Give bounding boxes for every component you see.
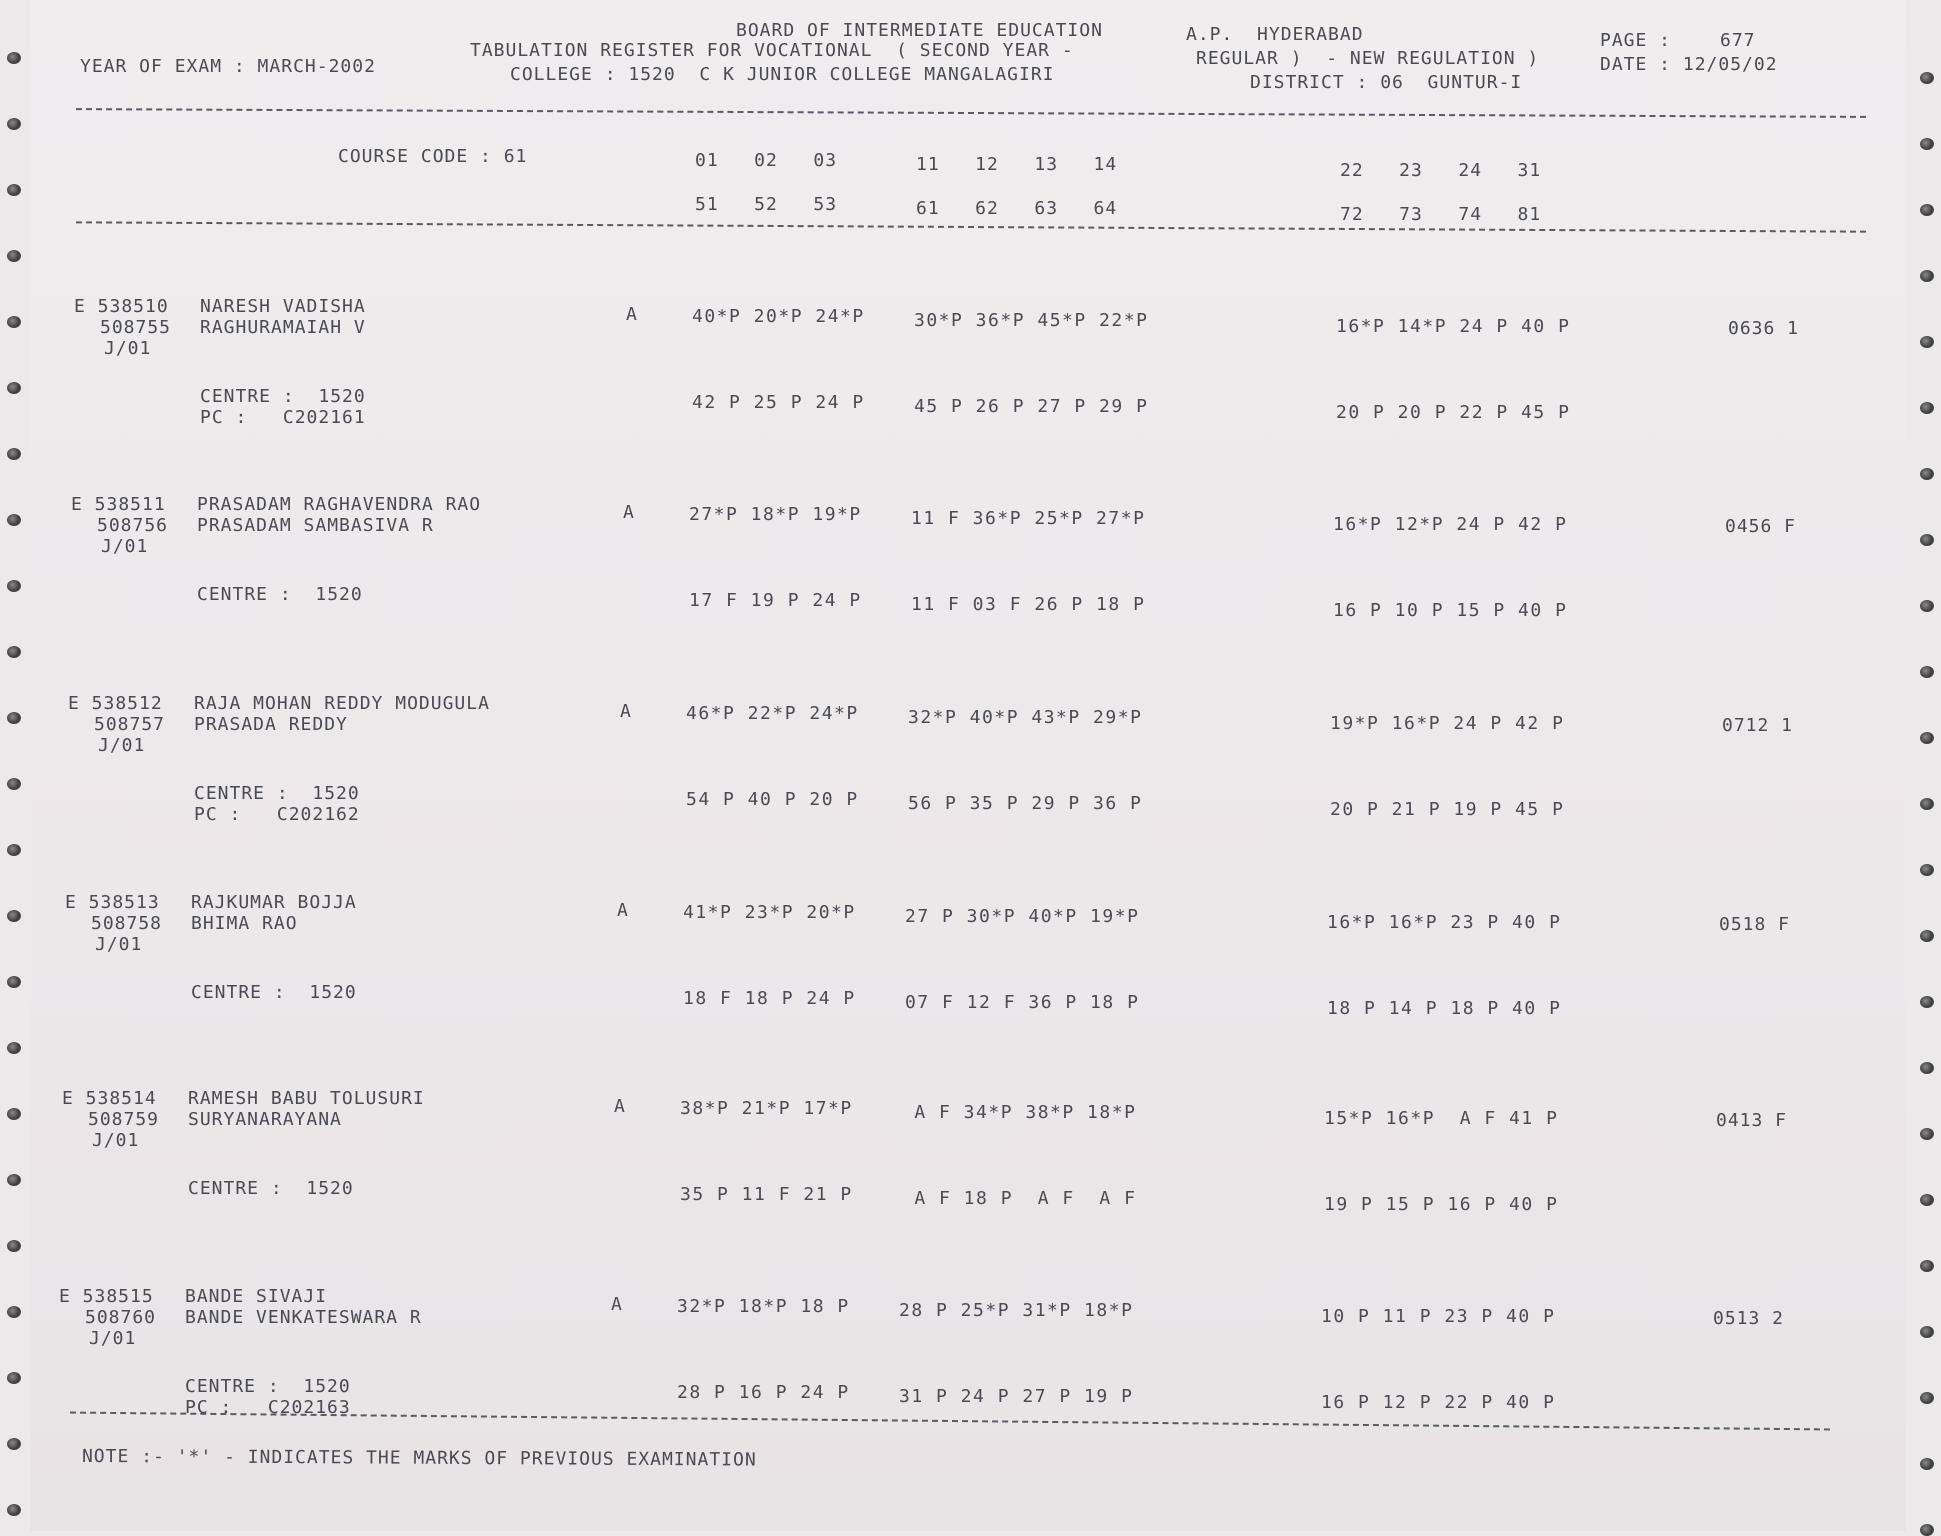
old-roll-number: 508756 — [97, 515, 169, 536]
tractor-hole-icon — [7, 1174, 21, 1186]
pc-code: PC : C202163 — [185, 1397, 351, 1418]
tractor-hole-icon — [7, 1306, 21, 1318]
father-name: SURYANARAYANA — [188, 1109, 342, 1130]
marks-part2-a: 18 F 18 P 24 P — [683, 988, 856, 1009]
father-name: PRASADAM SAMBASIVA R — [197, 515, 434, 536]
marks-part1-c: 16*P 16*P 23 P 40 P — [1327, 912, 1562, 933]
tractor-hole-icon — [7, 316, 21, 328]
total-result: 0636 1 — [1728, 318, 1800, 339]
father-name: BHIMA RAO — [191, 913, 298, 934]
tractor-hole-icon — [7, 1108, 21, 1120]
marks-part1-a: 32*P 18*P 18 P — [677, 1296, 850, 1317]
marks-part1-a: 46*P 22*P 24*P — [686, 703, 859, 724]
marks-part2-c: 20 P 20 P 22 P 45 P — [1336, 402, 1571, 423]
tractor-hole-icon — [7, 910, 21, 922]
tractor-hole-icon — [7, 52, 21, 64]
marks-part1-b: 28 P 25*P 31*P 18*P — [899, 1300, 1134, 1321]
tractor-hole-icon — [1920, 930, 1934, 942]
marks-part2-b: 45 P 26 P 27 P 29 P — [914, 396, 1149, 417]
tractor-hole-icon — [1920, 1062, 1934, 1074]
page-label: PAGE : — [1600, 30, 1672, 51]
marks-part2-a: 54 P 40 P 20 P — [686, 789, 859, 810]
old-roll-number: 508758 — [91, 913, 163, 934]
marks-part2-b: 31 P 24 P 27 P 19 P — [899, 1386, 1134, 1407]
marks-part2-a: 42 P 25 P 24 P — [692, 392, 865, 413]
tractor-hole-icon — [1920, 534, 1934, 546]
tractor-hole-icon — [1920, 204, 1934, 216]
tabulation-sheet — [30, 0, 1906, 1531]
father-name: RAGHURAMAIAH V — [200, 317, 366, 338]
total-result: 0456 F — [1725, 516, 1797, 537]
marks-part2-b: 11 F 03 F 26 P 18 P — [911, 594, 1146, 615]
grade-letter: A — [617, 900, 629, 921]
tractor-hole-icon — [1920, 1194, 1934, 1206]
total-result: 0712 1 — [1722, 715, 1794, 736]
marks-part1-a: 41*P 23*P 20*P — [683, 902, 856, 923]
district-line: DISTRICT : 06 GUNTUR-I — [1250, 72, 1523, 93]
tractor-hole-icon — [1920, 402, 1934, 414]
marks-part1-b: 30*P 36*P 45*P 22*P — [914, 310, 1149, 331]
roll-number: E 538510 — [74, 296, 169, 317]
tractor-hole-icon — [1920, 1260, 1934, 1272]
tractor-hole-icon — [1920, 72, 1934, 84]
marks-part2-b: A F 18 P A F A F — [902, 1188, 1137, 1209]
marks-part2-c: 19 P 15 P 16 P 40 P — [1324, 1194, 1559, 1215]
centre-code: CENTRE : 1520 — [197, 584, 363, 605]
college-line: COLLEGE : 1520 C K JUNIOR COLLEGE MANGALAGIRI — [510, 64, 1055, 85]
student-name: BANDE SIVAJI — [185, 1286, 328, 1307]
tractor-hole-icon — [7, 1372, 21, 1384]
codes-row2-a: 51 52 53 — [695, 194, 838, 215]
tractor-hole-icon — [7, 1240, 21, 1252]
year-of-exam: YEAR OF EXAM : MARCH-2002 — [80, 56, 376, 77]
grade-letter: A — [611, 1294, 623, 1315]
tractor-hole-icon — [7, 1504, 21, 1516]
codes-row1-b: 11 12 13 14 — [916, 154, 1118, 175]
tractor-hole-icon — [1920, 1392, 1934, 1404]
tractor-hole-icon — [1920, 336, 1934, 348]
marks-part2-a: 35 P 11 F 21 P — [680, 1184, 853, 1205]
total-result: 0513 2 — [1713, 1308, 1785, 1329]
marks-part1-b: 11 F 36*P 25*P 27*P — [911, 508, 1146, 529]
page-number: 677 — [1720, 30, 1756, 51]
marks-part1-c: 16*P 12*P 24 P 42 P — [1333, 514, 1568, 535]
tractor-hole-icon — [1920, 1128, 1934, 1140]
tractor-hole-icon — [1920, 1458, 1934, 1470]
board-title: BOARD OF INTERMEDIATE EDUCATION — [736, 20, 1103, 41]
tractor-hole-icon — [1920, 732, 1934, 744]
group-code: J/01 — [101, 536, 149, 557]
tractor-hole-icon — [1920, 138, 1934, 150]
course-code-label: COURSE CODE : 61 — [338, 146, 528, 167]
codes-divider — [76, 221, 1866, 232]
marks-part1-a: 27*P 18*P 19*P — [689, 504, 862, 525]
tractor-hole-icon — [1920, 996, 1934, 1008]
grade-letter: A — [623, 502, 635, 523]
father-name: BANDE VENKATESWARA R — [185, 1307, 422, 1328]
marks-part2-a: 28 P 16 P 24 P — [677, 1382, 850, 1403]
ap-hyderabad: A.P. HYDERABAD — [1186, 24, 1364, 45]
marks-part1-a: 38*P 21*P 17*P — [680, 1098, 853, 1119]
total-result: 0413 F — [1716, 1110, 1788, 1131]
header-divider — [76, 108, 1866, 118]
grade-letter: A — [620, 701, 632, 722]
marks-part1-c: 16*P 14*P 24 P 40 P — [1336, 316, 1571, 337]
tractor-hole-icon — [7, 844, 21, 856]
tractor-hole-icon — [7, 1438, 21, 1450]
group-code: J/01 — [104, 338, 152, 359]
regulation-line: REGULAR ) - NEW REGULATION ) — [1196, 48, 1540, 69]
tractor-hole-icon — [1920, 666, 1934, 678]
tractor-hole-icon — [7, 1042, 21, 1054]
tractor-hole-icon — [7, 514, 21, 526]
tractor-hole-icon — [1920, 1524, 1934, 1536]
tractor-hole-icon — [7, 778, 21, 790]
marks-part2-c: 18 P 14 P 18 P 40 P — [1327, 998, 1562, 1019]
footnote: NOTE :- '*' - INDICATES THE MARKS OF PREVIOUS EXAMINATION — [81, 1446, 757, 1471]
centre-code: CENTRE : 1520 — [188, 1178, 354, 1199]
tractor-hole-icon — [7, 250, 21, 262]
tractor-hole-icon — [7, 580, 21, 592]
tractor-hole-icon — [1920, 798, 1934, 810]
father-name: PRASADA REDDY — [194, 714, 348, 735]
old-roll-number: 508760 — [85, 1307, 157, 1328]
tractor-hole-icon — [1920, 468, 1934, 480]
tractor-hole-icon — [7, 118, 21, 130]
marks-part1-c: 10 P 11 P 23 P 40 P — [1321, 1306, 1556, 1327]
codes-row2-c: 72 73 74 81 — [1340, 204, 1542, 225]
marks-part2-a: 17 F 19 P 24 P — [689, 590, 862, 611]
marks-part1-c: 15*P 16*P A F 41 P — [1324, 1108, 1559, 1129]
marks-part1-a: 40*P 20*P 24*P — [692, 306, 865, 327]
register-title: TABULATION REGISTER FOR VOCATIONAL ( SECOND YEAR - — [470, 40, 1074, 61]
grade-letter: A — [626, 304, 638, 325]
pc-code: PC : C202161 — [200, 407, 366, 428]
tractor-hole-icon — [1920, 600, 1934, 612]
old-roll-number: 508759 — [88, 1109, 160, 1130]
student-name: RAMESH BABU TOLUSURI — [188, 1088, 425, 1109]
student-name: NARESH VADISHA — [200, 296, 366, 317]
student-name: RAJKUMAR BOJJA — [191, 892, 357, 913]
codes-row1-c: 22 23 24 31 — [1340, 160, 1542, 181]
tractor-hole-icon — [1920, 1326, 1934, 1338]
old-roll-number: 508757 — [94, 714, 166, 735]
centre-code: CENTRE : 1520 — [200, 386, 366, 407]
student-name: RAJA MOHAN REDDY MODUGULA — [194, 693, 490, 714]
codes-row1-a: 01 02 03 — [695, 150, 838, 171]
right-tractor-holes — [1911, 0, 1941, 1531]
centre-code: CENTRE : 1520 — [194, 783, 360, 804]
marks-part1-b: 32*P 40*P 43*P 29*P — [908, 707, 1143, 728]
roll-number: E 538514 — [62, 1088, 157, 1109]
group-code: J/01 — [92, 1130, 140, 1151]
marks-part2-b: 56 P 35 P 29 P 36 P — [908, 793, 1143, 814]
roll-number: E 538515 — [59, 1286, 154, 1307]
centre-code: CENTRE : 1520 — [185, 1376, 351, 1397]
tractor-hole-icon — [1920, 270, 1934, 282]
marks-part2-b: 07 F 12 F 36 P 18 P — [905, 992, 1140, 1013]
marks-part1-b: A F 34*P 38*P 18*P — [902, 1102, 1137, 1123]
pc-code: PC : C202162 — [194, 804, 360, 825]
footer-divider — [70, 1412, 1830, 1431]
group-code: J/01 — [89, 1328, 137, 1349]
left-tractor-holes — [0, 0, 30, 1531]
group-code: J/01 — [95, 934, 143, 955]
marks-part2-c: 16 P 12 P 22 P 40 P — [1321, 1392, 1556, 1413]
centre-code: CENTRE : 1520 — [191, 982, 357, 1003]
roll-number: E 538511 — [71, 494, 166, 515]
marks-part1-b: 27 P 30*P 40*P 19*P — [905, 906, 1140, 927]
tractor-hole-icon — [1920, 864, 1934, 876]
marks-part2-c: 20 P 21 P 19 P 45 P — [1330, 799, 1565, 820]
roll-number: E 538512 — [68, 693, 163, 714]
group-code: J/01 — [98, 735, 146, 756]
student-name: PRASADAM RAGHAVENDRA RAO — [197, 494, 482, 515]
tractor-hole-icon — [7, 184, 21, 196]
roll-number: E 538513 — [65, 892, 160, 913]
codes-row2-b: 61 62 63 64 — [916, 198, 1118, 219]
grade-letter: A — [614, 1096, 626, 1117]
tractor-hole-icon — [7, 448, 21, 460]
marks-part2-c: 16 P 10 P 15 P 40 P — [1333, 600, 1568, 621]
total-result: 0518 F — [1719, 914, 1791, 935]
tractor-hole-icon — [7, 976, 21, 988]
old-roll-number: 508755 — [100, 317, 172, 338]
tractor-hole-icon — [7, 382, 21, 394]
tractor-hole-icon — [7, 712, 21, 724]
tractor-hole-icon — [7, 646, 21, 658]
marks-part1-c: 19*P 16*P 24 P 42 P — [1330, 713, 1565, 734]
print-date: DATE : 12/05/02 — [1600, 54, 1778, 75]
